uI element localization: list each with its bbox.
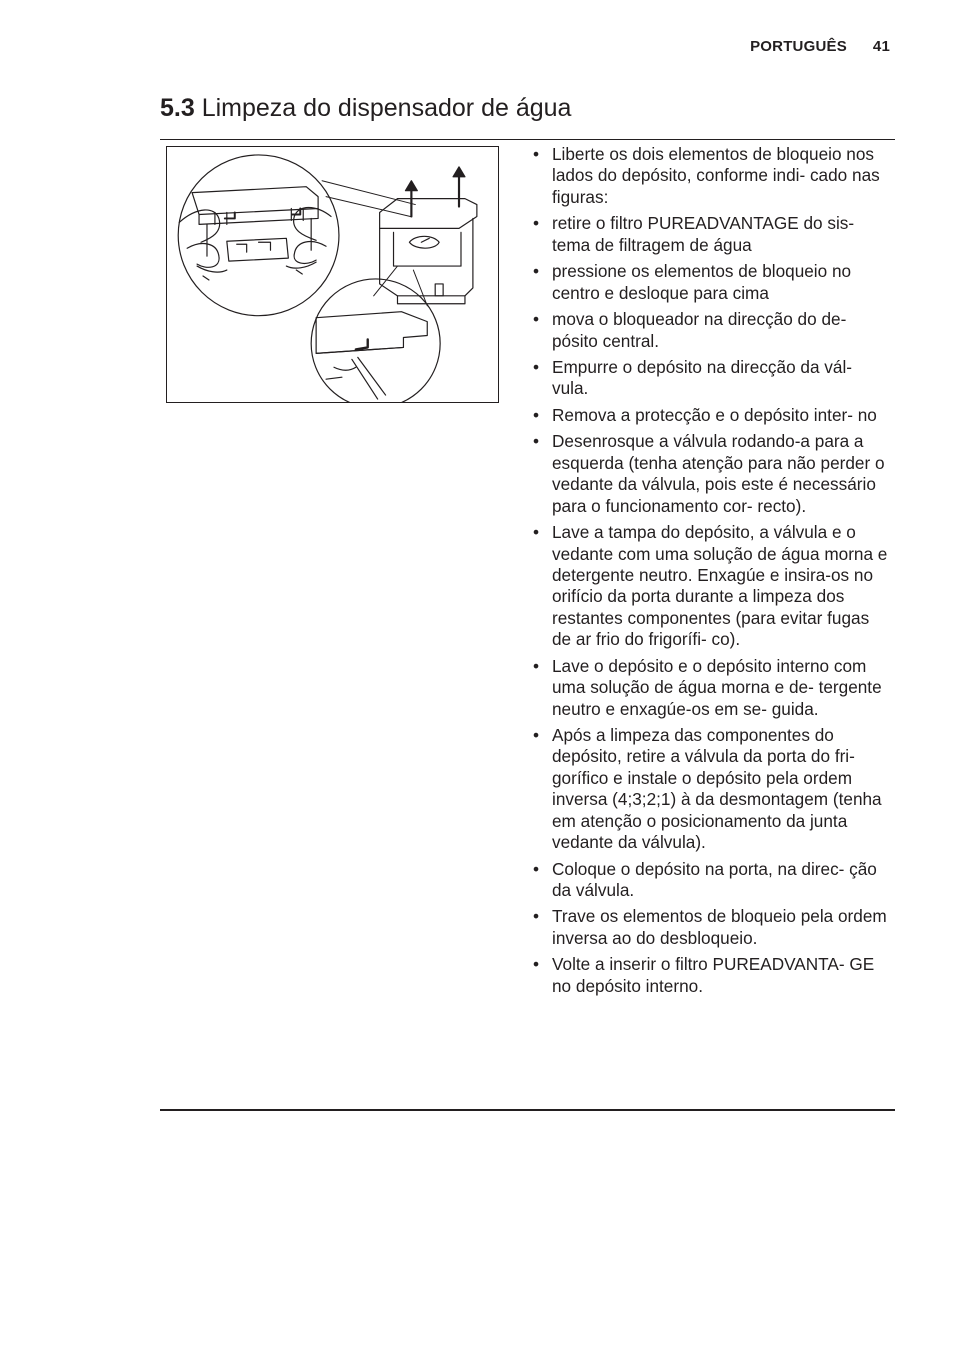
list-item bbox=[530, 144, 892, 208]
bullet-icon: • bbox=[533, 655, 540, 676]
detail-circle-lock bbox=[311, 279, 440, 402]
step-text: mova o bloqueador na direcção do de- pósito central. bbox=[552, 309, 847, 351]
section-title-text: Limpeza do dispensador de água bbox=[201, 94, 572, 122]
step-text: Após a limpeza das componentes do depósito, retire a válvula da porta do fri- gorífico e instale o depósito pela ordem inversa (4;3;2;1) à da desmontagem (tenha em atenção o posicionamento da junta vedante da válvula). bbox=[552, 725, 882, 853]
top-rule bbox=[160, 139, 895, 140]
list-item bbox=[530, 431, 892, 517]
bullet-icon: • bbox=[533, 522, 540, 543]
bullet-icon: • bbox=[533, 357, 540, 378]
bullet-icon: • bbox=[533, 213, 540, 234]
step-text: pressione os elementos de bloqueio no centro e desloque para cima bbox=[552, 261, 852, 303]
bullet-icon: • bbox=[533, 858, 540, 879]
page-header bbox=[750, 38, 890, 55]
water-tank bbox=[380, 199, 477, 304]
step-text: Empurre o depósito na direcção da vál- vula. bbox=[552, 357, 852, 399]
step-text: Coloque o depósito na porta, na direc- ção da válvula. bbox=[552, 858, 877, 900]
step-text: Remova a protecção e o depósito inter- no bbox=[552, 404, 877, 425]
page-number: 41 bbox=[872, 38, 890, 55]
list-item bbox=[530, 906, 892, 949]
section-number: 5.3 bbox=[160, 94, 195, 122]
list-item bbox=[530, 405, 892, 426]
list-item bbox=[530, 357, 892, 400]
cleaning-steps-list bbox=[530, 144, 892, 1002]
bullet-icon: • bbox=[533, 431, 540, 452]
bullet-icon: • bbox=[533, 404, 540, 425]
step-text: Lave a tampa do depósito, a válvula e o vedante com uma solução de água morna e detergente neutro. Enxagúe e insira-os no orifício da porta durante a limpeza dos restantes componentes (para evitar fugas de ar frio do frigorífi- co). bbox=[552, 522, 888, 650]
list-item bbox=[530, 522, 892, 650]
step-text: retire o filtro PUREADVANTAGE do sis- tema de filtragem de água bbox=[552, 213, 855, 255]
section-title bbox=[160, 94, 571, 123]
header-language: PORTUGUÊS bbox=[750, 38, 847, 55]
list-item bbox=[530, 309, 892, 352]
bullet-icon: • bbox=[533, 309, 540, 330]
bullet-icon: • bbox=[533, 725, 540, 745]
water-tank-removal-illustration bbox=[166, 146, 499, 403]
step-text: Volte a inserir o filtro PUREADVANTA- GE no depósito interno. bbox=[552, 954, 875, 996]
detail-circle-hands bbox=[178, 155, 339, 316]
step-text: Trave os elementos de bloqueio pela ordem inversa ao do desbloqueio. bbox=[552, 906, 887, 948]
list-item bbox=[530, 656, 892, 720]
list-item bbox=[530, 261, 892, 304]
step-text: Lave o depósito e o depósito interno com uma solução de água morna e de- tergente neutro e enxagúe-os em se- guida. bbox=[552, 655, 882, 719]
up-arrow-icons bbox=[405, 167, 465, 217]
bullet-icon: • bbox=[533, 954, 540, 975]
bullet-icon: • bbox=[533, 906, 540, 927]
step-text: Desenrosque a válvula rodando-a para a esquerda (tenha atenção para não perder o vedante da válvula, pois este é necessário para o funcionamento cor- recto). bbox=[552, 431, 885, 516]
bullet-icon: • bbox=[533, 261, 540, 282]
bullet-icon: • bbox=[533, 144, 540, 164]
list-item bbox=[530, 954, 892, 997]
bottom-rule bbox=[160, 1109, 895, 1111]
list-item bbox=[530, 725, 892, 853]
list-item bbox=[530, 859, 892, 902]
step-text: Liberte os dois elementos de bloqueio nos lados do depósito, conforme indi- cado nas figuras: bbox=[552, 144, 880, 207]
list-item bbox=[530, 213, 892, 256]
